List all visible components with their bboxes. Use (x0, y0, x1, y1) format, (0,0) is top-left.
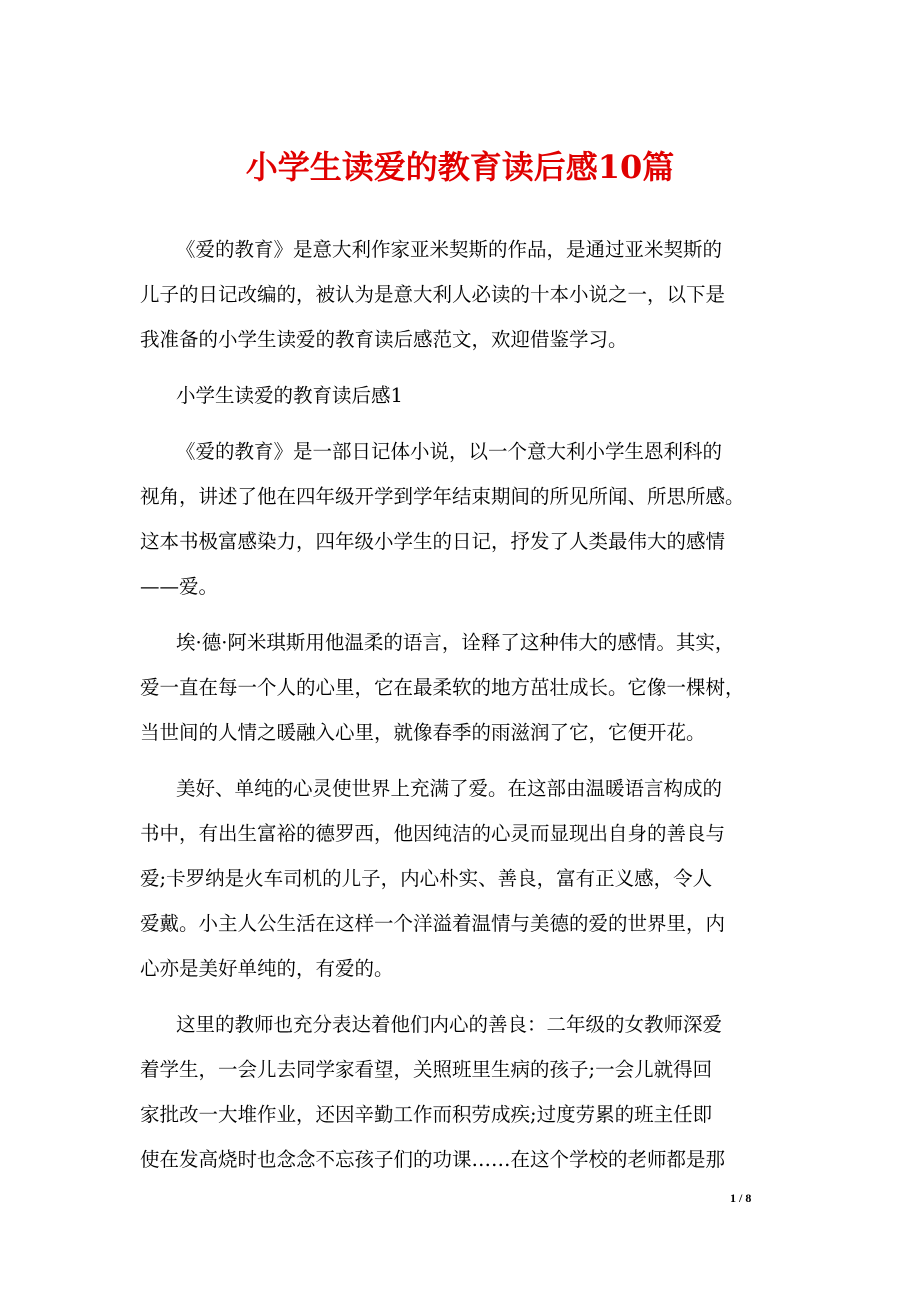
text-line: 家批改一大堆作业，还因辛勤工作而积劳成疾;过度劳累的班主任即 (140, 1103, 713, 1126)
text-line: 《爱的教育》是意大利作家亚米契斯的作品，是通过亚米契斯的 (176, 238, 723, 261)
text-line: 爱戴。小主人公生活在这样一个洋溢着温情与美德的爱的世界里，内 (140, 912, 726, 935)
page-number: 1 / 8 (730, 1191, 752, 1205)
paragraph (140, 766, 790, 991)
text-line: 美好、单纯的心灵使世界上充满了爱。在这部由温暖语言构成的 (176, 777, 723, 800)
text-line: 爱一直在每一个人的心里，它在最柔软的地方茁壮成长。它像一棵树， (140, 676, 745, 699)
text-line: 视角，讲述了他在四年级开学到学年结束期间的所见所闻、所思所感。 (140, 485, 745, 508)
text-line: 《爱的教育》是一部日记体小说，以一个意大利小学生恩利科的 (176, 440, 723, 463)
text-line: 当世间的人情之暖融入心里，就像春季的雨滋润了它，它便开花。 (140, 721, 706, 744)
text-line: 着学生，一会儿去同学家看望，关照班里生病的孩子;一会儿就得回 (140, 1058, 713, 1081)
section-heading: 小学生读爱的教育读后感1 (176, 384, 403, 407)
text-line: 这里的教师也充分表达着他们内心的善良：二年级的女教师深爱 (176, 1013, 723, 1036)
paragraph-intro (140, 227, 790, 362)
text-line: 爱;卡罗纳是火车司机的儿子，内心朴实、善良，富有正义感，令人 (140, 867, 713, 890)
text-line: 使在发高烧时也念念不忘孩子们的功课……在这个学校的老师都是那 (140, 1148, 726, 1171)
paragraph (140, 1002, 790, 1182)
document-body (140, 227, 790, 1182)
text-line: 心亦是美好单纯的，有爱的。 (140, 957, 394, 980)
text-line: 埃·德·阿米琪斯用他温柔的语言，诠释了这种伟大的感情。其实， (176, 631, 735, 654)
text-line: 这本书极富感染力，四年级小学生的日记，抒发了人类最伟大的感情 (140, 530, 726, 553)
text-line: ——爱。 (140, 575, 219, 598)
paragraph (140, 620, 790, 755)
text-line: 儿子的日记改编的，被认为是意大利人必读的十本小说之一，以下是 (140, 283, 726, 306)
paragraph (140, 429, 790, 609)
text-line: 书中，有出生富裕的德罗西，他因纯洁的心灵而显现出自身的善良与 (140, 822, 726, 845)
text-line: 我准备的小学生读爱的教育读后感范文，欢迎借鉴学习。 (140, 328, 628, 351)
document-title: 小学生读爱的教育读后感10篇 (245, 148, 675, 186)
